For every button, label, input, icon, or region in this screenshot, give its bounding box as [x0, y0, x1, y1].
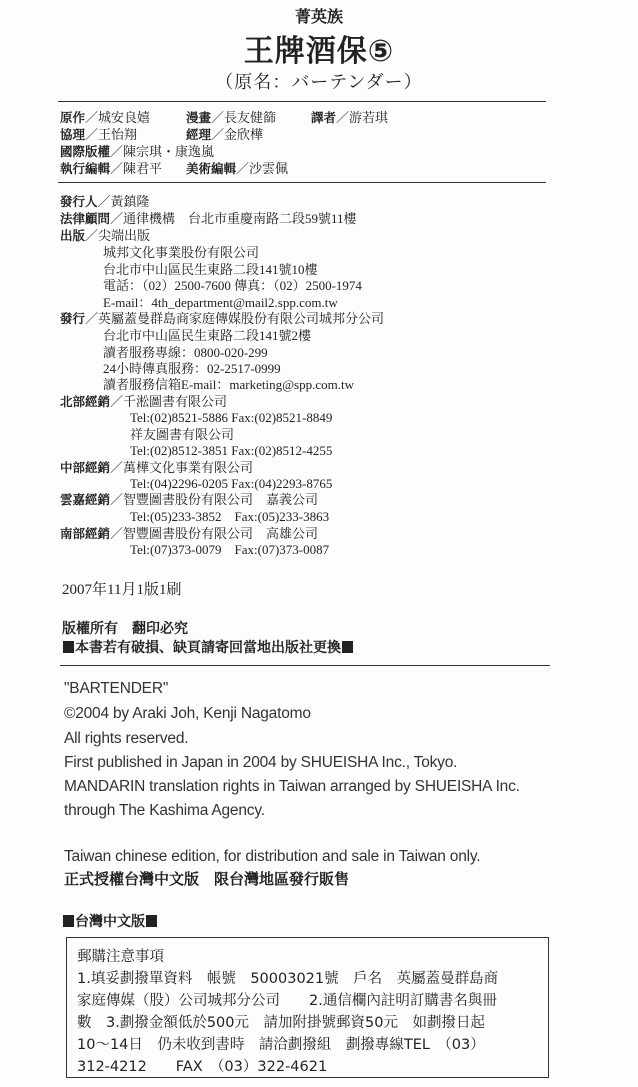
credit-international-rights: 國際版權／陳宗琪・康逸嵐 — [60, 144, 215, 159]
mail-order-line-4: 10～14日 仍未收到書時 請洽劃撥組 劃撥專線TEL （03） — [77, 1037, 485, 1053]
north-company-2: 祥友圖書有限公司 — [130, 427, 235, 442]
black-square-icon — [63, 915, 74, 927]
north-contact-1: Tel:(02)8521-5886 Fax:(02)8521-8849 — [130, 410, 333, 425]
credit-original-author: 原作／城安良嬉 — [60, 110, 151, 125]
black-square-icon — [146, 915, 157, 927]
publishing-address: 台北市中山區民生東路二段141號10樓 — [103, 262, 318, 277]
north-contact-2: Tel:(02)8512-3851 Fax:(02)8512-4255 — [130, 443, 333, 458]
damaged-book-notice: 本書若有破損、缺頁請寄回當地出版社更換 — [62, 637, 354, 657]
english-title: "BARTENDER" — [64, 680, 169, 697]
edition-note-en: Taiwan chinese edition, for distribution and sale in Taiwan only. — [64, 848, 481, 865]
credit-art-editor: 美術編輯／沙雲佩 — [186, 161, 289, 176]
edition-note-zh: 正式授權台灣中文版 限台灣地區發行販售 — [64, 870, 350, 888]
credit-illustrator: 漫畫／長友健篩 — [186, 110, 277, 125]
black-square-icon — [342, 641, 353, 653]
chiayi-contact: Tel:(05)233-3852 Fax:(05)233-3863 — [130, 509, 330, 524]
publishing-email: E-mail：4th_department@mail2.spp.com.tw — [103, 295, 338, 310]
central-distributor: 中部經銷／萬樺文化事業有限公司 — [60, 460, 254, 475]
translation-rights-line: MANDARIN translation rights in Taiwan arranged by SHUEISHA Inc. — [64, 778, 520, 795]
rights-reserved-zh: 版權所有 翻印必究 — [62, 621, 188, 637]
publishing-company: 城邦文化事業股份有限公司 — [103, 245, 260, 260]
credit-associate-manager: 協理／王怡翔 — [60, 127, 138, 142]
black-square-icon — [63, 641, 74, 653]
mail-order-line-3: 數 3.劃撥金額低於500元 請加附掛號郵資50元 如劃撥日起 — [77, 1015, 485, 1031]
publishing-phone-fax: 電話：（02）2500-7600 傳真：（02）2500-1974 — [103, 278, 362, 293]
central-contact: Tel:(04)2296-0205 Fax:(04)2293-8765 — [130, 476, 333, 491]
agency-line: through The Kashima Agency. — [64, 802, 265, 819]
mail-order-line-2: 家庭傳媒（股）公司城邦分公司 2.通信欄內註明訂購書名與冊 — [77, 993, 497, 1009]
credits-divider — [58, 182, 546, 183]
credit-translator: 譯者／游若琪 — [311, 110, 389, 125]
distribution-line: 發行／英屬蓋曼群島商家庭傳媒股份有限公司城邦分公司 — [60, 311, 385, 326]
imprint-name: 菁英族 — [294, 7, 343, 26]
north-distributor: 北部經銷／千淞圖書有限公司 — [60, 394, 228, 409]
reader-email: 讀者服務信箱E-mail：marketing@spp.com.tw — [103, 377, 354, 392]
first-published-line: First published in Japan in 2004 by SHUEISHA Inc., Tokyo. — [64, 754, 458, 771]
mail-order-notice-box — [66, 937, 549, 1078]
mail-order-line-5: 312-4212 FAX （03）322-4621 — [77, 1059, 328, 1075]
all-rights-line: All rights reserved. — [64, 730, 189, 747]
book-title: 王牌酒保⑤ — [243, 34, 395, 69]
top-divider — [58, 101, 546, 102]
credit-manager: 經理／金欣樺 — [186, 127, 264, 142]
taiwan-edition-label: 台灣中文版 — [62, 911, 158, 931]
legal-counsel-line: 法律顧問／通律機構 台北市重慶南路二段59號11樓 — [60, 211, 357, 226]
mail-order-title: 郵購注意事項 — [77, 949, 164, 965]
original-title: （原名：バーテンダー） — [215, 72, 423, 93]
south-contact: Tel:(07)373-0079 Fax:(07)373-0087 — [130, 542, 330, 557]
reader-hotline: 讀者服務專線：0800-020-299 — [103, 345, 268, 360]
south-distributor: 南部經銷／智豐圖書股份有限公司 高雄公司 — [60, 526, 319, 541]
issuer-line: 發行人／黃鎮隆 — [60, 194, 150, 209]
credit-executive-editor: 執行編輯／陳君平 — [60, 161, 163, 176]
mail-order-line-1: 1.填妥劃撥單資料 帳號 50003021號 戶名 英屬蓋曼群島商 — [77, 971, 499, 987]
fax-service: 24小時傳真服務：02-2517-0999 — [103, 361, 281, 376]
distribution-address: 台北市中山區民生東路二段141號2樓 — [103, 328, 312, 343]
copyright-line: ©2004 by Araki Joh, Kenji Nagatomo — [64, 705, 311, 722]
publishing-line: 出版／尖端出版 — [60, 228, 151, 243]
copyright-divider — [60, 665, 550, 666]
edition-date: 2007年11月1版1刷 — [62, 582, 182, 598]
chiayi-distributor: 雲嘉經銷／智豐圖書股份有限公司 嘉義公司 — [60, 492, 319, 507]
